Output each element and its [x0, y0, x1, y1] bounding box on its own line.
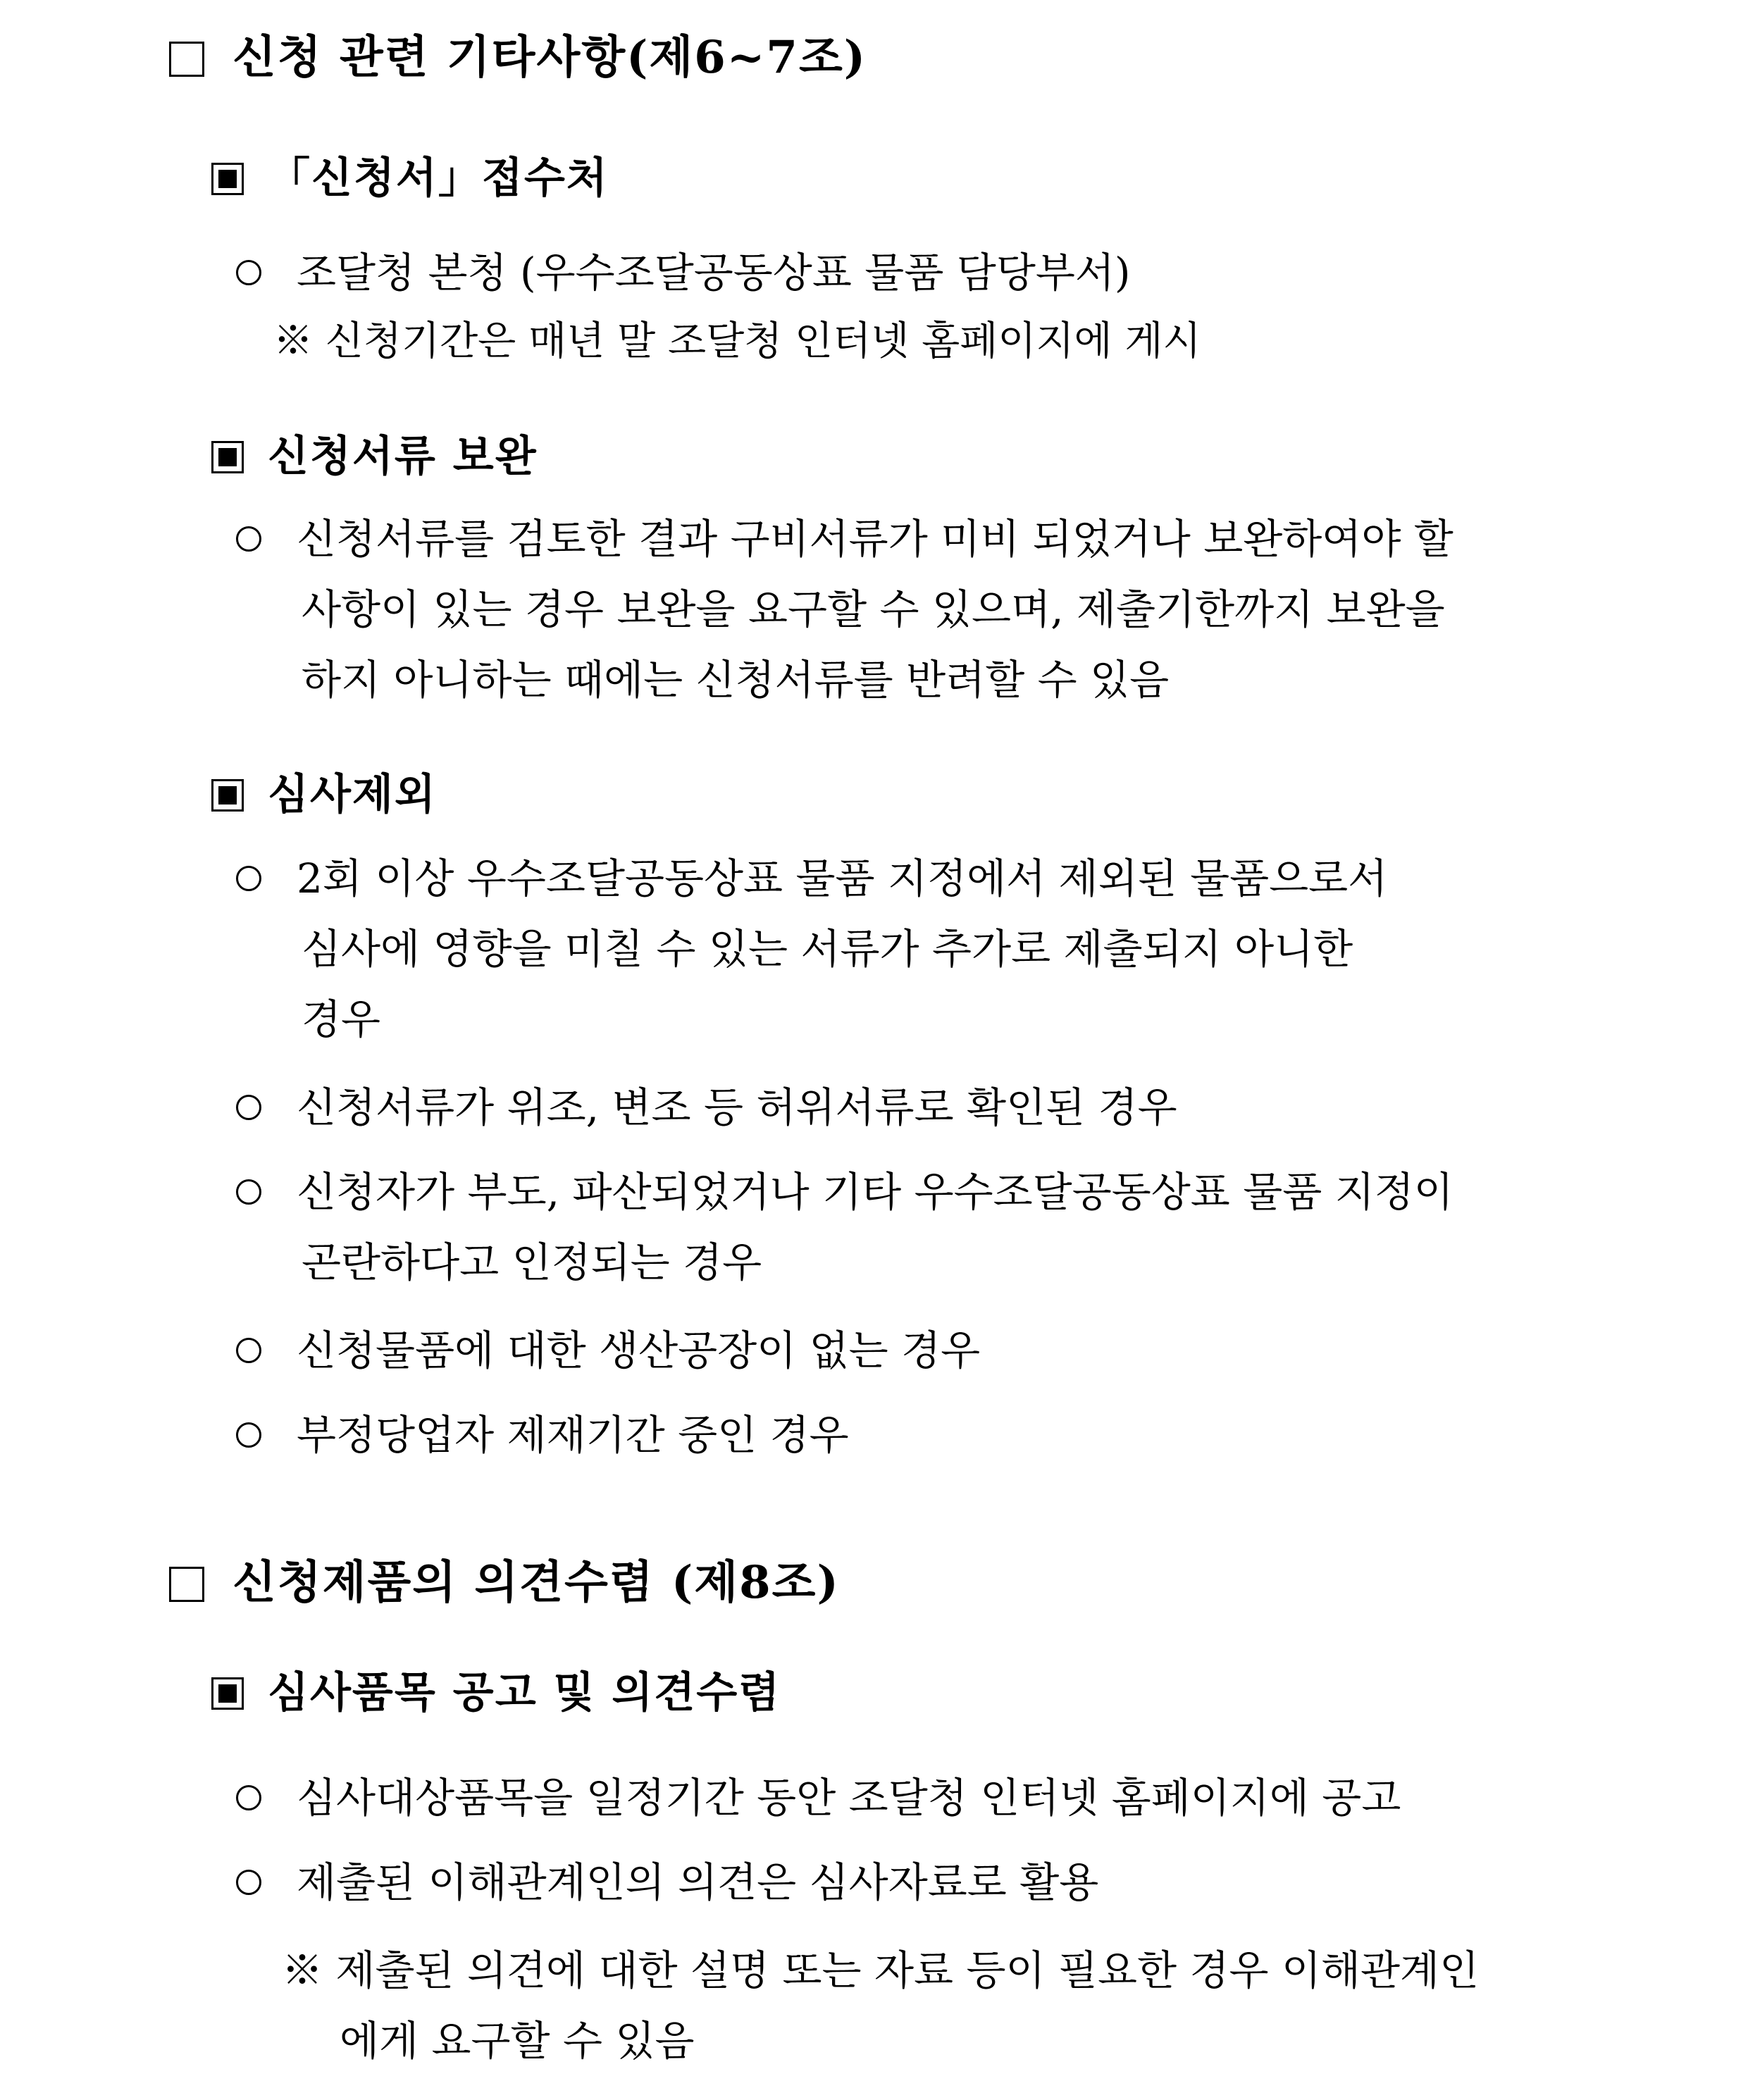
section-heading: 신청 관련 기타사항(제6~7조)	[169, 21, 867, 86]
section-heading: 신청제품의 의견수렴 (제8조)	[169, 1546, 840, 1611]
list-item: 신청서류가 위조, 변조 등 허위서류로 확인된 경우	[236, 1074, 1177, 1133]
list-item: 제출된 이해관계인의 의견은 심사자료로 활용	[236, 1849, 1098, 1908]
circle-bullet-icon	[236, 1338, 261, 1363]
list-item-continuation: 심사에 영향을 미칠 수 있는 서류가 추가로 제출되지 아니한	[302, 925, 1353, 973]
list-item: 신청서류를 검토한 결과 구비서류가 미비 되었거나 보완하여야 할	[236, 506, 1453, 565]
subsection-heading: 심사제외	[211, 761, 437, 821]
list-item-continuation: 경우	[302, 995, 381, 1043]
list-item: 신청물품에 대한 생산공장이 없는 경우	[236, 1317, 980, 1377]
circle-bullet-icon	[236, 1095, 261, 1120]
hollow-square-icon	[169, 42, 204, 77]
list-item: 신청자가 부도, 파산되었거나 기타 우수조달공동상표 물품 지정이	[236, 1159, 1453, 1218]
filled-square-icon	[211, 163, 244, 195]
list-item-continuation: 곤란하다고 인정되는 경우	[302, 1238, 762, 1286]
list-item: 2회 이상 우수조달공동상표 물품 지정에서 제외된 물품으로서	[236, 845, 1387, 905]
list-item: 조달청 본청 (우수조달공동상표 물품 담당부서)	[236, 240, 1131, 299]
circle-bullet-icon	[236, 866, 261, 891]
circle-bullet-icon	[236, 1785, 261, 1810]
circle-bullet-icon	[236, 1422, 261, 1448]
circle-bullet-icon	[236, 1870, 261, 1895]
list-item-continuation: 하지 아니하는 때에는 신청서류를 반려할 수 있음	[302, 656, 1170, 704]
circle-bullet-icon	[236, 1179, 261, 1205]
subsection-heading: 「신청서」접수처	[211, 144, 609, 205]
circle-bullet-icon	[236, 526, 261, 552]
note: ※ 제출된 의견에 대한 설명 또는 자료 등이 필요한 경우 이해관계인	[282, 1946, 1480, 1994]
circle-bullet-icon	[236, 260, 261, 285]
filled-square-icon	[211, 779, 244, 812]
subsection-heading: 심사품목 공고 및 의견수렴	[211, 1659, 781, 1720]
filled-square-icon	[211, 1677, 244, 1710]
note: ※ 신청기간은 매년 말 조달청 인터넷 홈페이지에 게시	[273, 318, 1201, 364]
list-item-continuation: 사항이 있는 경우 보완을 요구할 수 있으며, 제출기한까지 보완을	[302, 585, 1445, 633]
subsection-heading: 신청서류 보완	[211, 423, 538, 483]
filled-square-icon	[211, 441, 244, 473]
hollow-square-icon	[169, 1567, 204, 1602]
note-continuation: 에게 요구할 수 있음	[340, 2017, 695, 2065]
list-item: 심사대상품목을 일정기간 동안 조달청 인터넷 홈페이지에 공고	[236, 1765, 1401, 1824]
list-item: 부정당업자 제재기간 중인 경우	[236, 1402, 849, 1461]
